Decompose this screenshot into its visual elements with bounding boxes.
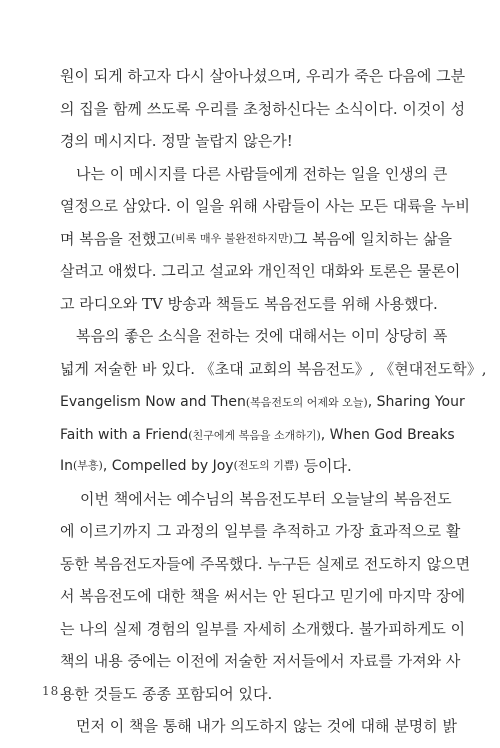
book-title-translation: (복음전도의 어제와 오늘)	[245, 396, 368, 409]
text-line: 고 라디오와 TV 방송과 책들도 복음전도를 위해 사용했다.	[60, 294, 438, 313]
text-line: 원이 되게 하고자 다시 살아나셨으며, 우리가 죽은 다음에 그분	[60, 67, 466, 85]
book-title-translation: (친구에게 복음을 소개하기)	[188, 428, 321, 442]
text-line: 용한 것들도 종종 포함되어 있다.	[60, 684, 273, 703]
page-body	[60, 60, 487, 743]
text-line: 먼저 이 책을 통해 내가 의도하지 않는 것에 대해 분명히 밝	[76, 717, 457, 735]
text-line	[60, 450, 452, 483]
paragraph	[60, 60, 466, 158]
text-line	[60, 223, 452, 256]
book-title: , Sharing Your	[367, 394, 465, 410]
book-title: In	[60, 458, 74, 474]
book-title-translation: (전도의 기쁨)	[233, 459, 299, 472]
text-line: 의 집을 함께 쓰도록 우리를 초청하신다는 소식이다. 이것이 성	[60, 99, 466, 118]
text-line: 에 이르기까지 그 과정의 일부를 추적하고 가장 효과적으로 활	[60, 522, 461, 540]
text-line: 나는 이 메시지를 다른 사람들에게 전하는 일을 인생의 큰	[76, 164, 448, 183]
paragraph	[60, 320, 487, 483]
text-line: 동한 복음전도자들에 주목했다. 누구든 실제로 전도하지 않으면	[60, 554, 471, 573]
text-line: 복음의 좋은 소식을 전하는 것에 대해서는 이미 상당히 폭	[76, 327, 448, 345]
text-line	[60, 385, 465, 418]
text-line: 열정으로 삼았다. 이 일을 위해 사람들이 사는 모든 대륙을 누비	[60, 197, 470, 215]
text-span: 등이다.	[298, 457, 352, 475]
book-title-line	[60, 385, 465, 418]
book-title: Evangelism Now and Then	[60, 394, 246, 410]
paragraph	[60, 158, 470, 321]
text-line: 넓게 저술한 바 있다. 《초대 교회의 복음전도》, 《현대전도학》,	[60, 359, 487, 378]
paragraph	[60, 710, 457, 743]
text-span: 그 복음에 일치하는 삶을	[292, 229, 453, 248]
parenthetical-note: (비록 매우 불완전하지만)	[170, 231, 293, 245]
text-line: 는 나의 실제 경험의 일부를 자세히 소개했다. 불가피하게도 이	[60, 619, 466, 638]
text-line: 살려고 애썼다. 그리고 설교와 개인적인 대화와 토론은 물론이	[60, 262, 461, 280]
text-line: 책의 내용 중에는 이전에 저술한 저서들에서 자료를 가져와 사	[60, 652, 461, 670]
book-title-translation: (부흥)	[73, 459, 103, 472]
book-title: , Compelled by Joy	[102, 458, 234, 474]
text-line: 서 복음전도에 대한 책을 써서는 안 된다고 믿기에 마지막 장에	[60, 587, 466, 605]
text-span: 며 복음을 전했고	[60, 229, 171, 248]
book-title-line	[60, 418, 455, 451]
page-number: 18	[42, 684, 60, 698]
text-line: 경의 메시지다. 정말 놀랍지 않은가!	[60, 132, 293, 150]
text-line: 이번 책에서는 예수님의 복음전도부터 오늘날의 복음전도	[80, 489, 452, 508]
paragraph	[60, 483, 471, 711]
book-title: , When God Breaks	[320, 426, 455, 443]
text-line	[60, 418, 455, 451]
book-title: Faith with a Friend	[60, 426, 189, 443]
